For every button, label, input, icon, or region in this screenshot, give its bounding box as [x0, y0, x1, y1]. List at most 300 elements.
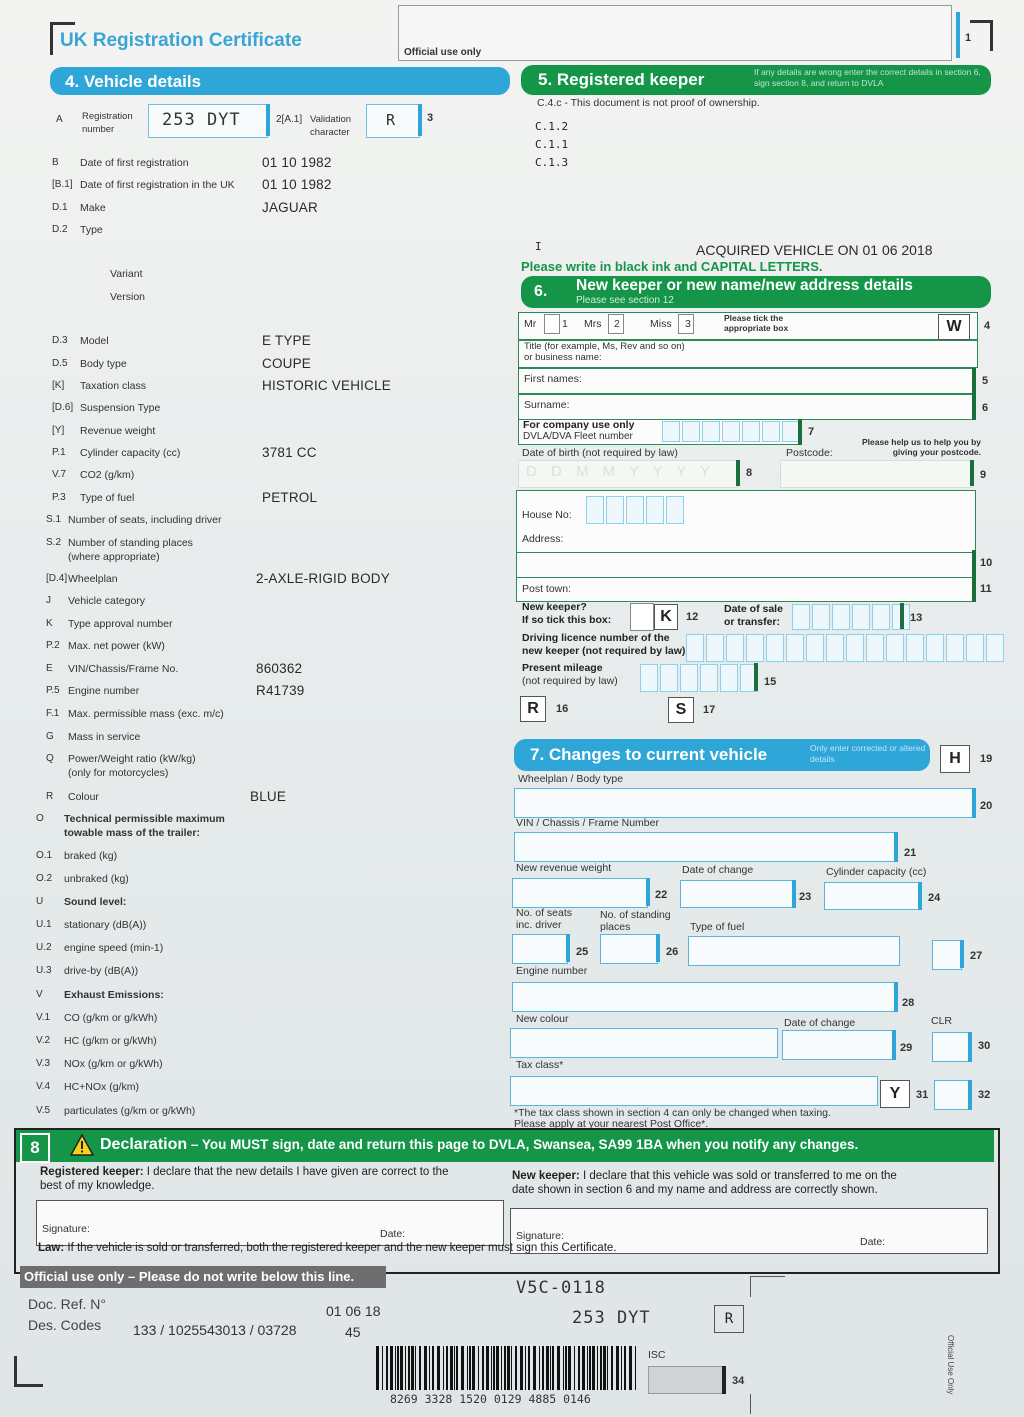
s4-row-code: D.5	[52, 358, 68, 369]
c13-label: C.1.3	[535, 156, 569, 169]
field-number-17: 17	[703, 704, 716, 716]
barcode-bar	[504, 1346, 506, 1390]
s4-row-label: Variant	[110, 268, 143, 280]
s-box[interactable]: S	[668, 697, 694, 723]
field-number-3: 3	[427, 112, 434, 124]
nk-signature-label: Signature:	[516, 1230, 564, 1242]
please-note-text: Please write in black ink and CAPITAL LETTERS.	[521, 259, 823, 274]
s4-row-label: unbraked (kg)	[64, 873, 129, 885]
section-7-title: 7. Changes to current vehicle	[530, 745, 768, 764]
colour-marker	[892, 1030, 896, 1060]
section-5-title: 5. Registered keeper	[538, 70, 705, 89]
isc-field[interactable]	[648, 1366, 724, 1394]
barcode-bar	[565, 1346, 567, 1390]
s4-row-code: E	[46, 663, 53, 674]
seats-field[interactable]	[512, 934, 568, 964]
wheelplan-marker	[972, 788, 976, 818]
mileage-marker	[754, 663, 758, 691]
barcode-bar	[429, 1346, 430, 1390]
barcode-bar	[469, 1346, 471, 1390]
nk-bold: New keeper:	[512, 1170, 580, 1182]
field-number-30: 30	[978, 1040, 991, 1052]
s4-row-label: (where appropriate)	[68, 551, 160, 563]
declaration-title-bold: Declaration	[100, 1136, 188, 1153]
tax-footnote-2: Please apply at your nearest Post Office*.	[514, 1118, 709, 1130]
barcode-bar	[587, 1346, 588, 1390]
s4-row-label: towable mass of the trailer:	[64, 827, 200, 839]
s4-row-code: V.3	[36, 1058, 51, 1069]
barcode-bar	[424, 1346, 427, 1390]
v5c-code: V5C-0118	[516, 1278, 606, 1298]
field-number-22: 22	[655, 889, 668, 901]
if-so-label: If so tick this box:	[522, 614, 612, 626]
field-number-7: 7	[808, 426, 815, 438]
mileage-label-2: (not required by law)	[522, 675, 618, 687]
s4-row-label: Wheelplan	[68, 573, 118, 585]
s4-row-value: 3781 CC	[262, 445, 317, 460]
s4-row-label: Max. permissible mass (exc. m/c)	[68, 708, 224, 720]
corner-mark-top-right	[970, 20, 993, 51]
barcode-bar	[496, 1346, 499, 1390]
sale-label: Date of sale	[724, 603, 783, 615]
postcode-field[interactable]	[780, 460, 972, 488]
revenue-marker	[646, 878, 650, 906]
side-official-text: Official Use Only	[946, 1335, 955, 1395]
barcode-bar	[432, 1346, 434, 1390]
official-use-banner-text: Official use only – Please do not write below this line.	[24, 1269, 355, 1284]
barcode-bar	[611, 1346, 613, 1390]
barcode-bar	[461, 1346, 464, 1390]
s4-row-label: Number of seats, including driver	[68, 514, 222, 526]
h-box[interactable]: H	[940, 745, 970, 773]
seats-marker	[566, 934, 570, 962]
s4-row-code: U	[36, 896, 44, 907]
vin-marker	[894, 832, 898, 862]
title-field-label: Title (for example, Ms, Rev and so on) or business name:	[524, 341, 685, 363]
section-5-note: If any details are wrong enter the correct details in section 6, sign section 8, and return to DVLA	[754, 67, 981, 88]
doc-ref-label: Doc. Ref. N°	[28, 1296, 106, 1312]
s4-row-value: 01 10 1982	[262, 177, 332, 192]
field-number-27: 27	[970, 950, 983, 962]
rk-signature-label: Signature:	[42, 1223, 90, 1235]
s4-row-code: V.5	[36, 1105, 51, 1116]
s4-row-label: braked (kg)	[64, 850, 118, 862]
validation-marker	[418, 104, 422, 136]
s4-row-label: Type	[80, 224, 103, 236]
des-codes-label: Des. Codes	[28, 1317, 102, 1333]
mr-checkbox[interactable]	[544, 314, 560, 334]
section-6-num: 6.	[534, 283, 548, 300]
reg-box-marker	[266, 104, 270, 136]
s4-row-label: Suspension Type	[80, 402, 161, 414]
standing-label: No. of standing	[600, 909, 671, 921]
s4-row-code: S.2	[46, 537, 62, 548]
house-no-cells[interactable]	[586, 496, 686, 524]
declaration-title-rest: – You MUST sign, date and return this page to DVLA, Swansea, SA99 1BA when you notify any changes.	[187, 1137, 859, 1152]
barcode-bar	[390, 1346, 393, 1390]
licence-label: Driving licence number of the	[522, 632, 670, 644]
barcode-bar	[450, 1346, 453, 1390]
s4-row-code: O.1	[36, 850, 53, 861]
barcode-bar	[603, 1346, 606, 1390]
standing-field[interactable]	[600, 934, 658, 964]
sale-date-cells[interactable]	[792, 604, 912, 630]
rk-signature-box[interactable]	[36, 1200, 504, 1246]
w-box[interactable]: W	[938, 314, 970, 340]
barcode-bar	[443, 1346, 444, 1390]
vin-field[interactable]	[514, 832, 896, 862]
field-number-5: 5	[982, 375, 989, 387]
field-number-23: 23	[799, 891, 812, 903]
barcode-bar	[568, 1346, 571, 1390]
first-names-field[interactable]	[518, 368, 974, 394]
s4-row-label: Exhaust Emissions:	[64, 989, 164, 1001]
acquired-note: ACQUIRED VEHICLE ON 01 06 2018	[696, 242, 933, 258]
s4-row-code: V.2	[36, 1035, 51, 1046]
barcode-bar	[478, 1346, 479, 1390]
section-6-sub: Please see section 12	[576, 295, 674, 306]
field-number-9: 9	[980, 469, 987, 481]
nk-text-2: date shown in section 6 and my name and address are correctly shown.	[512, 1184, 878, 1196]
s4-row-label: Version	[110, 291, 146, 303]
miss-label: Miss	[650, 318, 672, 330]
barcode-bar	[437, 1346, 440, 1390]
s4-row-label: Power/Weight ratio (kW/kg)	[68, 753, 196, 765]
s4-row-code: P.5	[46, 685, 60, 696]
s4-row-value: HISTORIC VEHICLE	[262, 378, 391, 393]
sale-label-2: or transfer:	[724, 616, 781, 628]
surname-marker	[972, 394, 976, 420]
i-marker: I	[535, 240, 542, 253]
tick-note: Please tick the appropriate box	[724, 313, 789, 333]
s4-row-label: stationary (dB(A))	[64, 919, 147, 931]
cyl-field[interactable]	[824, 882, 920, 910]
s4-row-label: engine speed (min-1)	[64, 942, 164, 954]
first-names-label: First names:	[524, 373, 582, 385]
s4-row-code: [D.4]	[46, 573, 68, 584]
header-marker	[956, 12, 960, 58]
barcode-bar	[397, 1346, 399, 1390]
s4-row-label: NOx (g/km or g/kWh)	[64, 1058, 163, 1070]
new-keeper-checkbox[interactable]	[630, 603, 654, 631]
s4-row-code: S.1	[46, 514, 62, 525]
barcode-bar	[552, 1346, 554, 1390]
s4-row-code: O.2	[36, 873, 53, 884]
field-number-15: 15	[764, 676, 777, 688]
field-number-29: 29	[900, 1042, 913, 1054]
field-number-21: 21	[904, 847, 917, 859]
registration-number: 253 DYT	[162, 110, 241, 130]
barcode-bar	[607, 1346, 608, 1390]
barcode-bar	[533, 1346, 536, 1390]
law-bold: Law:	[38, 1242, 65, 1254]
barcode-bar	[382, 1346, 383, 1390]
colour-date-label: Date of change	[784, 1017, 856, 1029]
surname-field[interactable]	[518, 394, 974, 420]
wheelplan-field[interactable]	[514, 788, 974, 818]
s4-row-code: U.3	[36, 965, 52, 976]
address-marker	[972, 550, 976, 578]
mileage-label: Present mileage	[522, 662, 603, 674]
s4-row-code: P.2	[46, 640, 60, 651]
colour-date-field[interactable]	[782, 1030, 894, 1060]
new-keeper-label: New keeper?	[522, 601, 587, 613]
barcode-bar	[578, 1346, 580, 1390]
warning-icon	[70, 1134, 94, 1156]
colour-label: New colour	[516, 1013, 569, 1025]
barcode-bar	[515, 1346, 517, 1390]
fuel-label: Type of fuel	[690, 921, 745, 933]
rev-date-label: Date of change	[682, 864, 754, 876]
barcode-bar	[557, 1346, 560, 1390]
barcode-bar	[542, 1346, 544, 1390]
validation-code: 2[A.1]	[276, 114, 303, 125]
clr-label: CLR	[931, 1015, 953, 1027]
barcode-number: 8269 3328 1520 0129 4885 0146	[390, 1392, 591, 1406]
barcode-bar	[446, 1346, 448, 1390]
s4-row-code: D.2	[52, 224, 68, 235]
field-number-8: 8	[746, 467, 753, 479]
barcode-bar	[589, 1346, 591, 1390]
barcode-bar	[546, 1346, 549, 1390]
licence-cells[interactable]	[686, 634, 1006, 662]
barcode-bar	[563, 1346, 564, 1390]
dob-label: Date of birth (not required by law)	[522, 447, 678, 459]
nk-text: I declare that this vehicle was sold or transferred to me on the	[579, 1170, 897, 1182]
s4-row-value: 2-AXLE-RIGID BODY	[256, 571, 390, 586]
nk-date-label: Date:	[860, 1236, 886, 1248]
barcode-bar	[520, 1346, 523, 1390]
colour-field[interactable]	[510, 1028, 778, 1058]
field-number-19: 19	[980, 753, 993, 765]
s4-row-label: Max. net power (kW)	[68, 640, 165, 652]
barcode-bar	[600, 1346, 602, 1390]
field-number-6: 6	[982, 402, 989, 414]
barcode-bar	[376, 1346, 379, 1390]
mileage-cells[interactable]	[640, 664, 760, 692]
barcode-bar	[419, 1346, 421, 1390]
barcode-bar	[574, 1346, 575, 1390]
s4-row-label: Date of first registration in the UK	[80, 179, 235, 191]
field-number-12: 12	[686, 611, 699, 623]
fuel-code-field[interactable]	[932, 940, 962, 970]
s4-row-label: Date of first registration	[80, 157, 189, 169]
y-box[interactable]: Y	[880, 1080, 910, 1108]
barcode-bar	[408, 1346, 410, 1390]
field-number-13: 13	[910, 612, 923, 624]
field-number-34: 34	[732, 1375, 745, 1387]
address-block[interactable]	[516, 490, 976, 602]
s4-row-label: Number of standing places	[68, 537, 193, 549]
barcode-bar	[582, 1346, 585, 1390]
tax-footnote: *The tax class shown in section 4 can only be changed when taxing.	[514, 1107, 831, 1119]
barcode-bar	[507, 1346, 510, 1390]
s4-row-value: COUPE	[262, 356, 312, 371]
s4-row-value: JAGUAR	[262, 200, 318, 215]
barcode	[376, 1346, 642, 1392]
s4-row-code: D.1	[52, 202, 68, 213]
barcode-bar	[467, 1346, 468, 1390]
barcode-bar	[528, 1346, 530, 1390]
rk-bold: Registered keeper:	[40, 1166, 144, 1178]
barcode-bar	[525, 1346, 526, 1390]
footer-corner-mark	[750, 1276, 785, 1297]
s4-row-label: Model	[80, 335, 109, 347]
barcode-bar	[635, 1346, 636, 1390]
tax-label: Tax class*	[516, 1059, 564, 1071]
rev-date-field[interactable]	[680, 880, 794, 908]
reg-code: A	[56, 114, 63, 125]
s4-row-label: Technical permissible maximum	[64, 813, 225, 825]
barcode-bar	[511, 1346, 512, 1390]
s4-row-code: D.3	[52, 335, 68, 346]
mrs-num: 2	[614, 318, 620, 330]
s4-row-value: R41739	[256, 683, 305, 698]
barcode-bar	[624, 1346, 626, 1390]
barcode-bar	[616, 1346, 619, 1390]
fleet-label: DVLA/DVA Fleet number	[523, 431, 633, 442]
s4-row-label: Type of fuel	[80, 492, 135, 504]
k-box: K	[654, 604, 678, 630]
barcode-bar	[415, 1346, 416, 1390]
barcode-bar	[539, 1346, 540, 1390]
clr-field[interactable]	[932, 1032, 970, 1062]
r-box[interactable]: R	[520, 696, 546, 722]
law-note	[38, 1242, 617, 1254]
code-45: 45	[345, 1324, 361, 1340]
field-number-26: 26	[666, 946, 679, 958]
s4-row-code: [B.1]	[52, 179, 73, 190]
registered-keeper-declaration	[40, 1166, 448, 1178]
s4-row-code: F.1	[46, 708, 60, 719]
declaration-title	[100, 1136, 858, 1154]
dob-placeholder: D D M M Y Y Y Y	[526, 463, 715, 480]
s4-row-label: HC+NOx (g/km)	[64, 1081, 139, 1093]
fleet-cells[interactable]	[662, 421, 802, 442]
postcode-help: Please help us to help you by giving your postcode.	[861, 437, 981, 457]
declaration-number: 8	[20, 1133, 50, 1163]
post-town-label: Post town:	[522, 583, 572, 595]
s4-row-value: PETROL	[262, 490, 318, 505]
licence-label-2: new keeper (not required by law)	[522, 645, 686, 657]
s4-row-code: V.7	[52, 469, 67, 480]
mr-label: Mr	[524, 318, 537, 330]
field-number-20: 20	[980, 800, 993, 812]
s4-row-label: drive-by (dB(A))	[64, 965, 139, 977]
mrs-label: Mrs	[584, 318, 602, 330]
s4-row-label: VIN/Chassis/Frame No.	[68, 663, 179, 675]
field-number-28: 28	[902, 997, 915, 1009]
bottom-left-corner	[14, 1356, 43, 1387]
field-number-25: 25	[576, 946, 589, 958]
house-no-label: House No:	[522, 509, 572, 521]
barcode-bar	[621, 1346, 622, 1390]
engine-field[interactable]	[512, 982, 896, 1012]
field-number-1: 1	[965, 32, 972, 44]
s4-row-label: Colour	[68, 791, 99, 803]
s4-row-label: Type approval number	[68, 618, 173, 630]
field-number-4: 4	[984, 320, 991, 332]
s4-row-label: HC (g/km or g/kWh)	[64, 1035, 157, 1047]
s4-row-label: Cylinder capacity (cc)	[80, 447, 181, 459]
postcode-label: Postcode:	[786, 447, 833, 459]
c11-label: C.1.1	[535, 138, 569, 151]
s4-row-code: [D.6]	[52, 402, 74, 413]
s4-row-code: V.4	[36, 1081, 51, 1092]
field-number-32: 32	[978, 1089, 991, 1101]
vin-label: VIN / Chassis / Frame Number	[516, 817, 659, 829]
section-4-title: 4. Vehicle details	[65, 72, 202, 91]
s4-row-code: U.1	[36, 919, 52, 930]
barcode-bar	[405, 1346, 406, 1390]
footer-bottom-mark	[750, 1394, 781, 1414]
field-number-11: 11	[980, 583, 992, 595]
s4-row-label: (only for motorcycles)	[68, 767, 169, 779]
tax-field[interactable]	[510, 1076, 878, 1106]
company-label: For company use only	[523, 419, 635, 431]
seats-label: No. of seats	[516, 907, 573, 919]
s4-row-code: U.2	[36, 942, 52, 953]
sale-marker	[900, 603, 904, 629]
s4-row-code: V.1	[36, 1012, 51, 1023]
standing-label-2: places	[600, 921, 631, 933]
clr-marker	[968, 1032, 972, 1062]
barcode-bar	[400, 1346, 403, 1390]
section-6-title: New keeper or new name/new address details	[576, 277, 913, 294]
isc-marker	[722, 1366, 726, 1394]
footer-registration: 253 DYT	[572, 1308, 651, 1328]
tax-code-field[interactable]	[934, 1080, 970, 1110]
s4-row-label: Engine number	[68, 685, 140, 697]
s4-row-value: 860362	[256, 661, 303, 676]
town-marker	[972, 576, 976, 602]
barcode-bar	[493, 1346, 495, 1390]
barcode-bar	[472, 1346, 475, 1390]
fuel-field[interactable]	[688, 936, 900, 966]
barcode-bar	[629, 1346, 632, 1390]
town-divider	[516, 577, 974, 578]
dob-marker	[736, 460, 740, 486]
s4-row-code: B	[52, 157, 59, 168]
fleet-marker	[798, 419, 802, 445]
field-number-31: 31	[916, 1089, 929, 1101]
revenue-field[interactable]	[512, 878, 648, 908]
barcode-bar	[456, 1346, 458, 1390]
barcode-bar	[486, 1346, 489, 1390]
fuel-marker	[960, 940, 964, 968]
document-title: UK Registration Certificate	[60, 30, 302, 51]
rk-date-label: Date:	[380, 1228, 406, 1240]
barcode-bar	[501, 1346, 502, 1390]
first-names-marker	[972, 368, 976, 394]
barcode-bar	[550, 1346, 551, 1390]
cyl-label: Cylinder capacity (cc)	[826, 866, 927, 878]
address-divider	[516, 552, 974, 553]
s4-row-code: V	[36, 989, 43, 1000]
s4-row-label: Revenue weight	[80, 425, 156, 437]
footer-validation: R	[714, 1305, 744, 1333]
s4-row-label: Vehicle category	[68, 595, 146, 607]
barcode-bar	[411, 1346, 414, 1390]
s4-row-label: Make	[80, 202, 106, 214]
revenue-label: New revenue weight	[516, 862, 612, 874]
surname-label: Surname:	[524, 399, 570, 411]
field-number-16: 16	[556, 703, 569, 715]
c12-label: C.1.2	[535, 120, 569, 133]
mr-num: 1	[562, 318, 568, 330]
address-label: Address:	[522, 533, 564, 545]
s4-row-label: Sound level:	[64, 896, 127, 908]
